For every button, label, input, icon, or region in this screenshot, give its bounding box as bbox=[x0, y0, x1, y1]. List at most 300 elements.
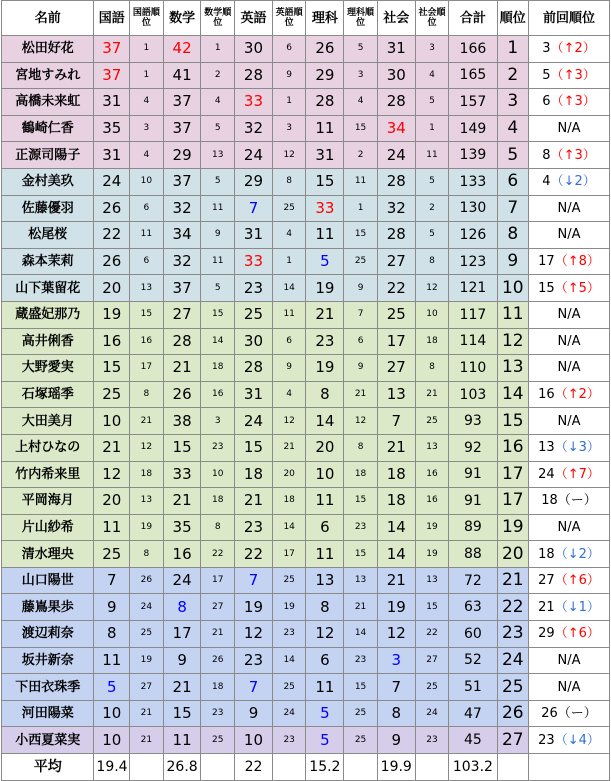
student-name: 竹内希来里 bbox=[2, 461, 94, 488]
shakai-score: 30 bbox=[377, 62, 415, 89]
shakai-rank: 11 bbox=[415, 142, 449, 169]
previous-rank bbox=[529, 62, 610, 89]
rika-rank: 11 bbox=[344, 168, 378, 195]
kokugo-rank: 19 bbox=[130, 514, 164, 541]
eigo-score: 23 bbox=[235, 275, 273, 302]
kokugo-score: 21 bbox=[94, 434, 130, 461]
sugaku-score: 33 bbox=[163, 461, 201, 488]
shakai-rank: 5 bbox=[415, 168, 449, 195]
student-name: 松尾桜 bbox=[2, 222, 94, 249]
kokugo-rank: 13 bbox=[130, 275, 164, 302]
rika-rank: 15 bbox=[344, 115, 378, 142]
eigo-rank: 4 bbox=[272, 381, 306, 408]
shakai-rank: 8 bbox=[415, 248, 449, 275]
rika-score: 33 bbox=[306, 195, 344, 222]
eigo-score: 33 bbox=[235, 89, 273, 116]
table-row bbox=[2, 355, 610, 382]
shakai-score: 28 bbox=[377, 222, 415, 249]
kokugo-rank: 26 bbox=[130, 567, 164, 594]
previous-rank-value: N/A bbox=[557, 200, 581, 216]
rika-score: 8 bbox=[306, 381, 344, 408]
sugaku-rank: 2 bbox=[201, 62, 235, 89]
rank-change: （↑8） bbox=[554, 254, 600, 270]
rank-change: （↓3） bbox=[554, 440, 600, 456]
overall-rank: 14 bbox=[497, 381, 529, 408]
previous-rank-value: N/A bbox=[557, 360, 581, 376]
previous-rank-value: 17 bbox=[538, 254, 555, 270]
eigo-rank: 14 bbox=[272, 514, 306, 541]
average-blank bbox=[130, 754, 164, 781]
shakai-score: 22 bbox=[377, 275, 415, 302]
total-score: 139 bbox=[449, 142, 497, 169]
total-score: 130 bbox=[449, 195, 497, 222]
kokugo-score: 7 bbox=[94, 567, 130, 594]
eigo-rank: 19 bbox=[272, 594, 306, 621]
sugaku-rank: 21 bbox=[201, 621, 235, 648]
average-total: 103.2 bbox=[449, 754, 497, 781]
eigo-score: 7 bbox=[235, 567, 273, 594]
rank-change: （↑2） bbox=[554, 387, 600, 403]
overall-rank: 10 bbox=[497, 275, 529, 302]
eigo-score: 31 bbox=[235, 222, 273, 249]
kokugo-rank: 24 bbox=[130, 594, 164, 621]
overall-rank: 12 bbox=[497, 328, 529, 355]
rika-score: 12 bbox=[306, 621, 344, 648]
previous-rank bbox=[529, 248, 610, 275]
kokugo-score: 19 bbox=[94, 301, 130, 328]
overall-rank: 11 bbox=[497, 301, 529, 328]
eigo-rank: 21 bbox=[272, 434, 306, 461]
sugaku-score: 16 bbox=[163, 541, 201, 568]
eigo-rank: 12 bbox=[272, 408, 306, 435]
student-name: 小西夏菜実 bbox=[2, 727, 94, 754]
sugaku-score: 15 bbox=[163, 434, 201, 461]
rika-rank: 3 bbox=[344, 62, 378, 89]
kokugo-score: 24 bbox=[94, 168, 130, 195]
eigo-rank: 18 bbox=[272, 488, 306, 515]
kokugo-score: 10 bbox=[94, 727, 130, 754]
previous-rank bbox=[529, 328, 610, 355]
kokugo-score: 25 bbox=[94, 381, 130, 408]
shakai-rank: 1 bbox=[415, 115, 449, 142]
table-row bbox=[2, 275, 610, 302]
average-rika: 15.2 bbox=[306, 754, 344, 781]
sugaku-score: 17 bbox=[163, 621, 201, 648]
sugaku-score: 28 bbox=[163, 328, 201, 355]
previous-rank-value: 21 bbox=[538, 599, 555, 615]
shakai-rank: 16 bbox=[415, 488, 449, 515]
rika-score: 28 bbox=[306, 89, 344, 116]
overall-rank: 2 bbox=[497, 62, 529, 89]
sugaku-score: 42 bbox=[163, 36, 201, 63]
shakai-score: 7 bbox=[377, 674, 415, 701]
previous-rank bbox=[529, 621, 610, 648]
rika-rank: 25 bbox=[344, 248, 378, 275]
overall-rank: 23 bbox=[497, 621, 529, 648]
previous-rank-value: 6 bbox=[542, 94, 551, 110]
eigo-score: 30 bbox=[235, 328, 273, 355]
total-score: 126 bbox=[449, 222, 497, 249]
eigo-rank: 23 bbox=[272, 727, 306, 754]
shakai-rank: 18 bbox=[415, 328, 449, 355]
eigo-score: 7 bbox=[235, 674, 273, 701]
total-score: 51 bbox=[449, 674, 497, 701]
shakai-score: 21 bbox=[377, 567, 415, 594]
kokugo-rank: 1 bbox=[130, 36, 164, 63]
eigo-rank: 25 bbox=[272, 567, 306, 594]
rika-rank: 1 bbox=[344, 195, 378, 222]
eigo-score: 12 bbox=[235, 621, 273, 648]
eigo-score: 32 bbox=[235, 115, 273, 142]
rika-rank: 15 bbox=[344, 674, 378, 701]
shakai-score: 14 bbox=[377, 514, 415, 541]
total-score: 157 bbox=[449, 89, 497, 116]
header-eigo: 英語 bbox=[235, 1, 273, 36]
sugaku-rank: 11 bbox=[201, 248, 235, 275]
sugaku-rank: 10 bbox=[201, 461, 235, 488]
sugaku-score: 8 bbox=[163, 594, 201, 621]
student-name: 佐藤優羽 bbox=[2, 195, 94, 222]
shakai-rank: 25 bbox=[415, 408, 449, 435]
shakai-score: 28 bbox=[377, 89, 415, 116]
average-blank bbox=[415, 754, 449, 781]
previous-rank-value: N/A bbox=[557, 652, 581, 668]
previous-rank-value: 18 bbox=[541, 493, 558, 509]
kokugo-rank: 19 bbox=[130, 647, 164, 674]
kokugo-score: 31 bbox=[94, 142, 130, 169]
eigo-rank: 14 bbox=[272, 647, 306, 674]
previous-rank-value: 5 bbox=[542, 67, 551, 83]
eigo-rank: 11 bbox=[272, 301, 306, 328]
rika-rank: 13 bbox=[344, 567, 378, 594]
sugaku-score: 37 bbox=[163, 168, 201, 195]
eigo-score: 28 bbox=[235, 355, 273, 382]
table-row bbox=[2, 514, 610, 541]
eigo-score: 30 bbox=[235, 36, 273, 63]
average-blank bbox=[344, 754, 378, 781]
eigo-score: 24 bbox=[235, 142, 273, 169]
sugaku-score: 37 bbox=[163, 115, 201, 142]
shakai-score: 32 bbox=[377, 195, 415, 222]
previous-rank-value: 18 bbox=[538, 546, 555, 562]
rika-score: 5 bbox=[306, 700, 344, 727]
previous-rank bbox=[529, 594, 610, 621]
kokugo-rank: 27 bbox=[130, 674, 164, 701]
sugaku-rank: 14 bbox=[201, 328, 235, 355]
previous-rank-value: 4 bbox=[542, 174, 551, 190]
rank-change: （↓4） bbox=[554, 732, 600, 748]
shakai-score: 31 bbox=[377, 36, 415, 63]
eigo-rank: 9 bbox=[272, 355, 306, 382]
rika-rank: 4 bbox=[344, 89, 378, 116]
table-row bbox=[2, 488, 610, 515]
previous-rank-value: N/A bbox=[557, 413, 581, 429]
previous-rank-value: 16 bbox=[538, 387, 555, 403]
student-name: 上村ひなの bbox=[2, 434, 94, 461]
eigo-score: 18 bbox=[235, 461, 273, 488]
table-row bbox=[2, 647, 610, 674]
eigo-rank: 9 bbox=[272, 62, 306, 89]
score-table bbox=[1, 0, 610, 781]
table-row bbox=[2, 434, 610, 461]
student-name: 鶴崎仁香 bbox=[2, 115, 94, 142]
kokugo-rank: 10 bbox=[130, 168, 164, 195]
rika-score: 19 bbox=[306, 355, 344, 382]
overall-rank: 22 bbox=[497, 594, 529, 621]
previous-rank bbox=[529, 301, 610, 328]
sugaku-rank: 18 bbox=[201, 674, 235, 701]
table-row bbox=[2, 381, 610, 408]
total-score: 92 bbox=[449, 434, 497, 461]
overall-rank: 8 bbox=[497, 222, 529, 249]
shakai-score: 27 bbox=[377, 248, 415, 275]
sugaku-score: 11 bbox=[163, 727, 201, 754]
table-row bbox=[2, 89, 610, 116]
rika-rank: 23 bbox=[344, 647, 378, 674]
shakai-score: 27 bbox=[377, 355, 415, 382]
header-rika: 理科 bbox=[306, 1, 344, 36]
shakai-rank: 5 bbox=[415, 89, 449, 116]
rika-rank: 2 bbox=[344, 142, 378, 169]
shakai-rank: 2 bbox=[415, 195, 449, 222]
previous-rank-value: N/A bbox=[557, 121, 581, 137]
rika-score: 5 bbox=[306, 727, 344, 754]
total-score: 47 bbox=[449, 700, 497, 727]
eigo-score: 21 bbox=[235, 488, 273, 515]
table-row bbox=[2, 36, 610, 63]
average-row bbox=[2, 754, 610, 781]
rank-change: （ー） bbox=[557, 493, 597, 509]
sugaku-score: 21 bbox=[163, 488, 201, 515]
shakai-score: 19 bbox=[377, 594, 415, 621]
student-name: 大野愛実 bbox=[2, 355, 94, 382]
total-score: 60 bbox=[449, 621, 497, 648]
kokugo-score: 10 bbox=[94, 408, 130, 435]
table-row bbox=[2, 248, 610, 275]
kokugo-rank: 8 bbox=[130, 381, 164, 408]
sugaku-rank: 25 bbox=[201, 727, 235, 754]
rika-score: 8 bbox=[306, 594, 344, 621]
kokugo-score: 16 bbox=[94, 328, 130, 355]
kokugo-score: 10 bbox=[94, 700, 130, 727]
eigo-rank: 17 bbox=[272, 541, 306, 568]
rank-change: （↑6） bbox=[554, 573, 600, 589]
eigo-rank: 25 bbox=[272, 195, 306, 222]
table-row bbox=[2, 301, 610, 328]
total-score: 123 bbox=[449, 248, 497, 275]
eigo-rank: 24 bbox=[272, 700, 306, 727]
student-name: 片山紗希 bbox=[2, 514, 94, 541]
overall-rank: 1 bbox=[497, 36, 529, 63]
sugaku-rank: 17 bbox=[201, 567, 235, 594]
student-name: 河田陽菜 bbox=[2, 700, 94, 727]
total-score: 121 bbox=[449, 275, 497, 302]
rika-rank: 9 bbox=[344, 355, 378, 382]
previous-rank bbox=[529, 36, 610, 63]
average-eigo: 22 bbox=[235, 754, 273, 781]
shakai-rank: 15 bbox=[415, 594, 449, 621]
rika-score: 31 bbox=[306, 142, 344, 169]
eigo-score: 19 bbox=[235, 594, 273, 621]
sugaku-rank: 15 bbox=[201, 301, 235, 328]
sugaku-score: 41 bbox=[163, 62, 201, 89]
previous-rank-value: 26 bbox=[541, 706, 558, 722]
sugaku-rank: 18 bbox=[201, 355, 235, 382]
kokugo-rank: 13 bbox=[130, 488, 164, 515]
kokugo-score: 25 bbox=[94, 541, 130, 568]
kokugo-score: 31 bbox=[94, 89, 130, 116]
header-kokugo-rank: 国語順位 bbox=[130, 1, 164, 36]
kokugo-rank: 17 bbox=[130, 355, 164, 382]
shakai-score: 13 bbox=[377, 381, 415, 408]
student-name: 金村美玖 bbox=[2, 168, 94, 195]
rika-rank: 6 bbox=[344, 328, 378, 355]
eigo-score: 31 bbox=[235, 381, 273, 408]
eigo-rank: 4 bbox=[272, 222, 306, 249]
previous-rank bbox=[529, 461, 610, 488]
overall-rank: 24 bbox=[497, 647, 529, 674]
rika-rank: 7 bbox=[344, 301, 378, 328]
rika-rank: 12 bbox=[344, 408, 378, 435]
total-score: 133 bbox=[449, 168, 497, 195]
total-score: 72 bbox=[449, 567, 497, 594]
rika-rank: 15 bbox=[344, 222, 378, 249]
sugaku-score: 37 bbox=[163, 275, 201, 302]
average-blank bbox=[497, 754, 529, 781]
rika-score: 21 bbox=[306, 301, 344, 328]
overall-rank: 16 bbox=[497, 434, 529, 461]
eigo-score: 15 bbox=[235, 434, 273, 461]
previous-rank-value: 23 bbox=[538, 732, 555, 748]
shakai-score: 17 bbox=[377, 328, 415, 355]
sugaku-score: 38 bbox=[163, 408, 201, 435]
previous-rank bbox=[529, 514, 610, 541]
rika-rank: 15 bbox=[344, 488, 378, 515]
previous-rank bbox=[529, 434, 610, 461]
rika-score: 11 bbox=[306, 222, 344, 249]
rika-score: 11 bbox=[306, 541, 344, 568]
total-score: 93 bbox=[449, 408, 497, 435]
eigo-rank: 6 bbox=[272, 36, 306, 63]
eigo-score: 10 bbox=[235, 727, 273, 754]
previous-rank bbox=[529, 222, 610, 249]
previous-rank-value: 13 bbox=[538, 440, 555, 456]
shakai-rank: 19 bbox=[415, 541, 449, 568]
previous-rank bbox=[529, 195, 610, 222]
eigo-rank: 1 bbox=[272, 248, 306, 275]
kokugo-score: 20 bbox=[94, 275, 130, 302]
rika-score: 14 bbox=[306, 408, 344, 435]
kokugo-score: 8 bbox=[94, 621, 130, 648]
rank-change: （ー） bbox=[557, 706, 597, 722]
shakai-score: 7 bbox=[377, 408, 415, 435]
sugaku-score: 9 bbox=[163, 647, 201, 674]
overall-rank: 4 bbox=[497, 115, 529, 142]
overall-rank: 19 bbox=[497, 514, 529, 541]
kokugo-rank: 21 bbox=[130, 700, 164, 727]
student-name: 坂井新奈 bbox=[2, 647, 94, 674]
kokugo-score: 26 bbox=[94, 248, 130, 275]
shakai-rank: 3 bbox=[415, 36, 449, 63]
total-score: 89 bbox=[449, 514, 497, 541]
kokugo-score: 11 bbox=[94, 647, 130, 674]
sugaku-score: 26 bbox=[163, 381, 201, 408]
rika-score: 6 bbox=[306, 514, 344, 541]
sugaku-rank: 4 bbox=[201, 89, 235, 116]
kokugo-score: 11 bbox=[94, 514, 130, 541]
rank-change: （↓1） bbox=[554, 599, 600, 615]
rank-change: （↑7） bbox=[554, 466, 600, 482]
average-kokugo: 19.4 bbox=[94, 754, 130, 781]
shakai-score: 18 bbox=[377, 461, 415, 488]
average-blank bbox=[272, 754, 306, 781]
previous-rank-value: 15 bbox=[538, 280, 555, 296]
previous-rank-value: N/A bbox=[557, 519, 581, 535]
total-score: 91 bbox=[449, 488, 497, 515]
student-name: 山下葉留花 bbox=[2, 275, 94, 302]
table-row bbox=[2, 142, 610, 169]
previous-rank-value: 8 bbox=[542, 147, 551, 163]
sugaku-score: 21 bbox=[163, 674, 201, 701]
total-score: 88 bbox=[449, 541, 497, 568]
table-row bbox=[2, 222, 610, 249]
table-row bbox=[2, 461, 610, 488]
header-total: 合計 bbox=[449, 1, 497, 36]
table-row bbox=[2, 328, 610, 355]
sugaku-rank: 18 bbox=[201, 488, 235, 515]
table-row bbox=[2, 727, 610, 754]
sugaku-rank: 9 bbox=[201, 222, 235, 249]
total-score: 91 bbox=[449, 461, 497, 488]
student-name: 宮地すみれ bbox=[2, 62, 94, 89]
average-label: 平均 bbox=[2, 754, 94, 781]
shakai-score: 18 bbox=[377, 488, 415, 515]
student-name: 渡辺莉奈 bbox=[2, 621, 94, 648]
student-name: 蔵盛妃那乃 bbox=[2, 301, 94, 328]
previous-rank bbox=[529, 115, 610, 142]
overall-rank: 25 bbox=[497, 674, 529, 701]
rika-score: 11 bbox=[306, 115, 344, 142]
overall-rank: 17 bbox=[497, 488, 529, 515]
eigo-rank: 14 bbox=[272, 275, 306, 302]
sugaku-rank: 1 bbox=[201, 36, 235, 63]
header-sugaku-rank: 数学順位 bbox=[201, 1, 235, 36]
eigo-rank: 8 bbox=[272, 168, 306, 195]
shakai-rank: 23 bbox=[415, 727, 449, 754]
eigo-rank: 1 bbox=[272, 89, 306, 116]
rika-rank: 25 bbox=[344, 700, 378, 727]
kokugo-score: 20 bbox=[94, 488, 130, 515]
rika-score: 11 bbox=[306, 674, 344, 701]
shakai-score: 9 bbox=[377, 727, 415, 754]
overall-rank: 3 bbox=[497, 89, 529, 116]
shakai-rank: 21 bbox=[415, 381, 449, 408]
kokugo-rank: 1 bbox=[130, 62, 164, 89]
rank-change: （↑5） bbox=[554, 280, 600, 296]
sugaku-rank: 23 bbox=[201, 700, 235, 727]
rika-rank: 9 bbox=[344, 275, 378, 302]
total-score: 110 bbox=[449, 355, 497, 382]
rank-change: （↓2） bbox=[550, 174, 596, 190]
shakai-score: 24 bbox=[377, 142, 415, 169]
sugaku-rank: 11 bbox=[201, 195, 235, 222]
shakai-rank: 12 bbox=[415, 275, 449, 302]
rika-score: 23 bbox=[306, 328, 344, 355]
kokugo-rank: 3 bbox=[130, 115, 164, 142]
student-name: 平岡海月 bbox=[2, 488, 94, 515]
student-name: 高井俐香 bbox=[2, 328, 94, 355]
shakai-score: 21 bbox=[377, 434, 415, 461]
